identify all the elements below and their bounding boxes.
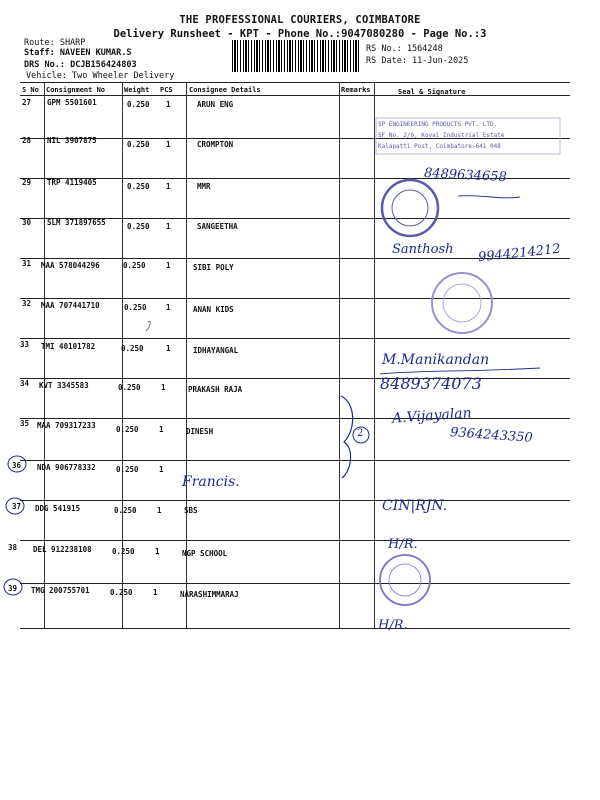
drs-label: DRS No.: bbox=[24, 60, 65, 70]
col-header-consignment: Consignment No bbox=[46, 86, 106, 94]
row-sno: 31 bbox=[22, 259, 32, 268]
row-pcs: 1 bbox=[159, 425, 164, 434]
pen-stroke bbox=[458, 196, 520, 198]
row-sno: 37 bbox=[12, 502, 22, 511]
row-pcs: 1 bbox=[153, 588, 158, 597]
handwritten-signature: Santhosh bbox=[392, 242, 454, 257]
row-consignment: NDA 906778332 bbox=[37, 463, 96, 472]
handwritten-signature: H/R. bbox=[378, 618, 408, 633]
route-label: Route: SHARP bbox=[24, 38, 86, 48]
row-weight: 0.250 bbox=[123, 261, 146, 270]
handwritten-consignee: Francis. bbox=[182, 474, 240, 490]
row-consignment: TRP 4119405 bbox=[47, 178, 97, 187]
row-sno: 32 bbox=[22, 299, 32, 308]
row-consignee: DINESH bbox=[186, 427, 214, 436]
rs-number: RS No.: 1564248 bbox=[366, 44, 443, 54]
circle-mark bbox=[8, 456, 26, 472]
stamp-line-3: Kalapatti Post, Coimbatore-641 048 bbox=[378, 143, 501, 150]
col-header-consignee: Consignee Details bbox=[189, 86, 261, 94]
row-pcs: 1 bbox=[166, 222, 171, 231]
remark-number: 2 bbox=[357, 428, 364, 439]
row-pcs: 1 bbox=[166, 100, 171, 109]
row-consignment: SLM 371897655 bbox=[47, 218, 106, 227]
row-consignee: PRAKASH RAJA bbox=[188, 385, 243, 394]
row-consignment: NIL 3907875 bbox=[47, 136, 97, 145]
round-stamp bbox=[380, 555, 430, 605]
row-weight: 0.250 bbox=[116, 425, 139, 434]
row-sno: 39 bbox=[8, 584, 18, 593]
pen-mark bbox=[146, 321, 150, 331]
round-stamp-inner bbox=[443, 284, 481, 322]
row-pcs: 1 bbox=[166, 182, 171, 191]
row-weight: 0.250 bbox=[121, 344, 144, 353]
col-header-pcs: PCS bbox=[160, 86, 173, 94]
row-weight: 0.250 bbox=[127, 182, 150, 191]
row-sno: 29 bbox=[22, 178, 32, 187]
row-weight: 0.250 bbox=[114, 506, 137, 515]
row-consignment: MAA 709317233 bbox=[37, 421, 96, 430]
col-header-remarks: Remarks bbox=[341, 86, 371, 94]
row-consignee: ANAN KIDS bbox=[193, 305, 234, 314]
row-weight: 0.250 bbox=[118, 383, 141, 392]
row-consignment: DEL 912238108 bbox=[33, 545, 92, 554]
row-sno: 34 bbox=[20, 379, 30, 388]
row-consignee: MMR bbox=[197, 182, 211, 191]
row-consignee: SANGEETHA bbox=[197, 222, 238, 231]
row-pcs: 1 bbox=[161, 383, 166, 392]
row-weight: 0.250 bbox=[112, 547, 135, 556]
row-consignee: IDHAYANGAL bbox=[193, 346, 239, 355]
row-consignment: KVT 3345583 bbox=[39, 381, 89, 390]
row-sno: 28 bbox=[22, 136, 32, 145]
handwritten-phone: 9944214212 bbox=[477, 241, 562, 266]
staff-label: Staff: bbox=[24, 48, 55, 58]
company-title: THE PROFESSIONAL COURIERS, COIMBATORE bbox=[179, 14, 421, 26]
runsheet-title: Delivery Runsheet - KPT - Phone No.:9047080280 - Page No.:3 bbox=[113, 28, 487, 40]
handwritten-phone: 8489374073 bbox=[380, 374, 482, 393]
row-sno: 38 bbox=[8, 543, 18, 552]
row-consignee: SBS bbox=[184, 506, 198, 515]
row-sno: 36 bbox=[12, 461, 22, 470]
row-weight: 0.250 bbox=[110, 588, 133, 597]
row-pcs: 1 bbox=[159, 465, 164, 474]
staff-value: NAVEEN KUMAR.S bbox=[59, 48, 132, 58]
row-pcs: 1 bbox=[166, 140, 171, 149]
row-pcs: 1 bbox=[166, 303, 171, 312]
circle-mark bbox=[4, 579, 22, 595]
col-header-weight: Weight bbox=[124, 86, 150, 94]
row-consignment: GPM 5501601 bbox=[47, 98, 97, 107]
handwritten-signature: H/R. bbox=[388, 537, 418, 552]
row-sno: 35 bbox=[20, 419, 30, 428]
row-consignee: CROMPTON bbox=[197, 140, 234, 149]
row-weight: 0.250 bbox=[116, 465, 139, 474]
row-pcs: 1 bbox=[166, 261, 171, 270]
row-consignment: TMG 200755701 bbox=[31, 586, 90, 595]
round-stamp bbox=[432, 273, 492, 333]
row-sno: 30 bbox=[22, 218, 32, 227]
row-weight: 0.250 bbox=[127, 222, 150, 231]
round-stamp-inner bbox=[389, 564, 421, 596]
row-consignment: MAA 578044296 bbox=[41, 261, 100, 270]
round-stamp bbox=[382, 180, 438, 236]
stamp-line-2: SF No. 2/6, Kovai Industrial Estate bbox=[378, 132, 505, 139]
bracket-mark bbox=[341, 396, 353, 478]
row-consignee: NARASHIMMARAJ bbox=[180, 590, 239, 599]
circle-mark bbox=[6, 498, 24, 514]
handwritten-phone: 9364243350 bbox=[449, 425, 534, 446]
row-weight: 0.250 bbox=[124, 303, 147, 312]
row-consignee: ARUN ENG bbox=[197, 100, 234, 109]
row-pcs: 1 bbox=[157, 506, 162, 515]
row-consignment: TMI 40101782 bbox=[41, 342, 96, 351]
col-header-sno: S No bbox=[22, 86, 39, 94]
handwritten-signature: CIN|RJN. bbox=[382, 498, 448, 514]
row-sno: 27 bbox=[22, 98, 32, 107]
row-pcs: 1 bbox=[166, 344, 171, 353]
row-weight: 0.250 bbox=[127, 100, 150, 109]
rs-date: RS Date: 11-Jun-2025 bbox=[366, 56, 469, 66]
row-consignment: DDG 541915 bbox=[35, 504, 81, 513]
vehicle-label: Vehicle: Two Wheeler Delivery bbox=[26, 71, 175, 81]
handwritten-name: M.Manikandan bbox=[382, 352, 490, 368]
drs-value: DCJB156424803 bbox=[70, 60, 137, 70]
row-consignee: SIBI POLY bbox=[193, 263, 234, 272]
stamp-line-1: SP ENGINEERING PRODUCTS PVT. LTD. bbox=[378, 121, 498, 128]
row-consignee: NGP SCHOOL bbox=[182, 549, 228, 558]
row-weight: 0.250 bbox=[127, 140, 150, 149]
handwritten-phone: 8489634658 bbox=[423, 165, 508, 186]
row-sno: 33 bbox=[20, 340, 30, 349]
round-stamp-inner bbox=[392, 190, 428, 226]
handwritten-name: A.Vijayalan bbox=[391, 405, 473, 427]
col-header-seal: Seal & Signature bbox=[398, 88, 466, 96]
row-consignment: MAA 707441710 bbox=[41, 301, 100, 310]
row-pcs: 1 bbox=[155, 547, 160, 556]
